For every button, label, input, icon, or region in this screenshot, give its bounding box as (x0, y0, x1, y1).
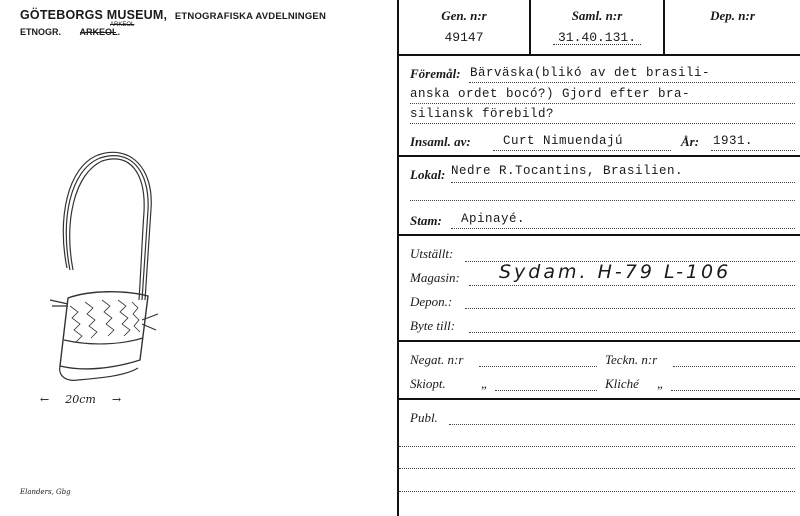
arkeol-label: ARKEOL. (79, 27, 121, 37)
printer-credit: Elanders, Gbg (20, 488, 71, 496)
bag-sketch (30, 140, 190, 420)
utstallt-label: Utställt: (410, 246, 454, 261)
publ-label: Publ. (410, 410, 438, 425)
dep-number-cell (665, 0, 800, 54)
saml-number-value: 31.40.131. (557, 30, 636, 45)
catalog-card (399, 0, 800, 516)
foremal-label: Föremål: (410, 66, 461, 81)
kliche-label: Kliché (605, 376, 639, 391)
gen-number-value: 49147 (444, 30, 484, 45)
insaml-value: Curt Nimuendajú (503, 134, 624, 148)
divider (399, 340, 800, 342)
scale-label: 20cm (65, 393, 96, 406)
foremal-line-1: Bärväska(blikó av det brasili- (470, 66, 711, 80)
depon-label: Depon.: (410, 294, 453, 309)
section-labels (20, 22, 135, 37)
arkeol-overtype: ARKEOL (110, 22, 135, 28)
kliche-ditto: „ (657, 376, 665, 391)
department-name: ETNOGRAFISKA AVDELNINGEN (174, 11, 327, 22)
museum-header (20, 8, 326, 22)
ar-value: 1931. (713, 134, 754, 148)
magasin-label: Magasin: (410, 270, 460, 285)
byte-label: Byte till: (410, 318, 456, 333)
saml-number-label: Saml. n:r (571, 8, 623, 23)
ar-label: År: (681, 134, 700, 149)
gen-number-cell (399, 0, 531, 54)
stam-value: Apinayé. (461, 212, 526, 226)
divider (399, 398, 800, 400)
etnogr-label: ETNOGR. (20, 27, 62, 37)
teckn-label: Teckn. n:r (605, 352, 658, 367)
scale-indicator: ← 20cm → (40, 393, 122, 406)
divider (399, 155, 800, 157)
strap-line (66, 156, 148, 300)
museum-name: GÖTEBORGS MUSEUM, (20, 8, 168, 22)
foremal-line-2: anska ordet bocó?) Gjord efter bra- (410, 87, 691, 101)
skiopt-label: Skiopt. (410, 376, 446, 391)
dep-number-label: Dep. n:r (710, 8, 755, 23)
saml-number-cell (531, 0, 665, 54)
negat-label: Negat. n:r (410, 352, 464, 367)
lokal-value: Nedre R.Tocantins, Brasilien. (451, 164, 684, 178)
magasin-value: Sydam. H-79 L-106 (499, 261, 732, 283)
insaml-label: Insaml. av: (410, 134, 471, 149)
stam-label: Stam: (410, 213, 442, 228)
divider (399, 234, 800, 236)
lokal-label: Lokal: (410, 167, 446, 182)
skiopt-ditto: „ (481, 376, 489, 391)
gen-number-label: Gen. n:r (441, 8, 487, 23)
divider (399, 54, 800, 56)
foremal-line-3: siliansk förebild? (410, 107, 555, 121)
